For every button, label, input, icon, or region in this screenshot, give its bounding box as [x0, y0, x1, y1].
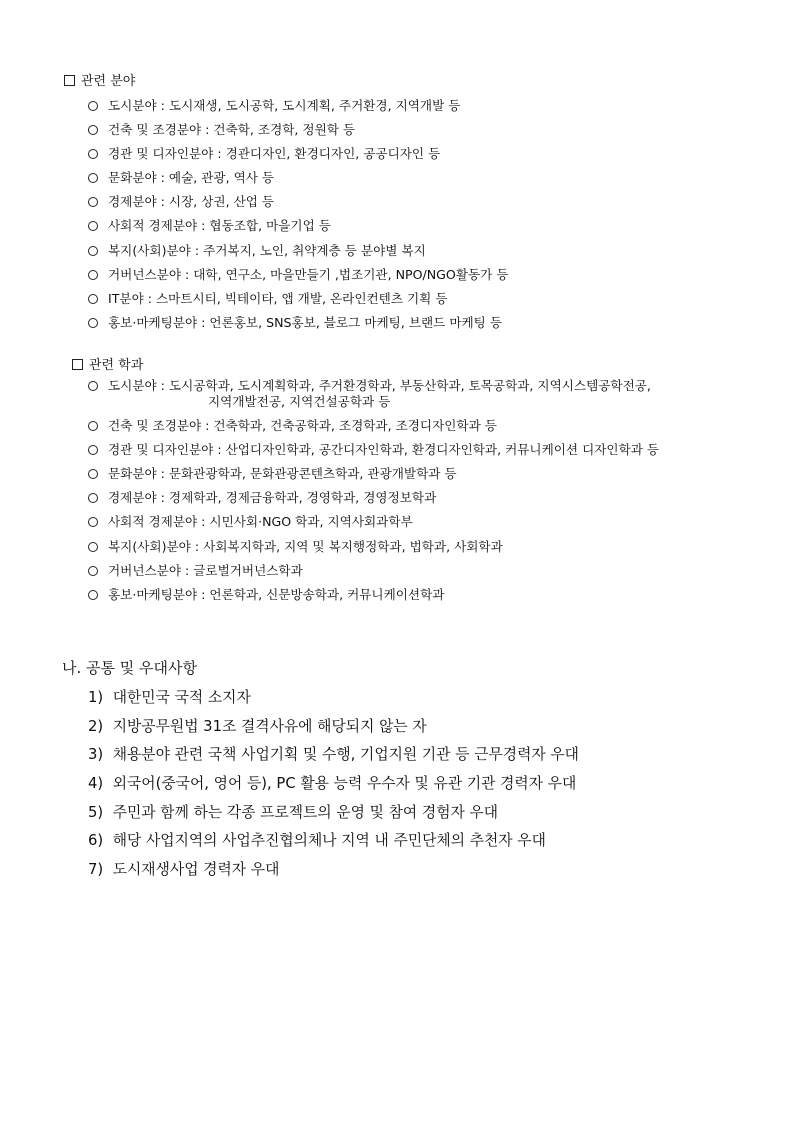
list-item [88, 291, 509, 307]
list-item [88, 442, 659, 458]
circle-bullet-icon [88, 270, 98, 280]
list-item-text: 경제분야 : 경제학과, 경제금융학과, 경영학과, 경영정보학과 [108, 490, 437, 506]
circle-bullet-icon [88, 590, 98, 600]
list-item-text: 홍보·마케팅분야 : 언론홍보, SNS홍보, 블로그 마케팅, 브랜드 마케팅 등 [108, 314, 502, 330]
list-item-text: 도시분야 : 도시공학과, 도시계획학과, 주거환경학과, 부동산학과, 토목공학과, 지역시스템공학전공, [108, 378, 651, 393]
list-item-text: 사회적 경제분야 : 시민사회·NGO 학과, 지역사회과학부 [108, 514, 413, 530]
list-item-text: 외국어(중국어, 영어 등), PC 활용 능력 우수자 및 유관 기관 경력자 우대 [112, 775, 577, 793]
checkbox-square-icon [72, 359, 83, 370]
list-item [88, 418, 659, 434]
list-item-text: 채용분야 관련 국책 사업기획 및 수행, 기업지원 기관 등 근무경력자 우대 [112, 746, 579, 764]
section-title-departments-text: 관련 학과 [89, 358, 144, 373]
list-item-text: 홍보·마케팅분야 : 언론학과, 신문방송학과, 커뮤니케이션학과 [108, 586, 445, 602]
circle-bullet-icon [88, 197, 98, 207]
circle-bullet-icon [88, 318, 98, 328]
list-item-text: 경관 및 디자인분야 : 산업디자인학과, 공간디자인학과, 환경디자인학과, 커뮤니케이션 디자인학과 등 [108, 442, 660, 458]
list-item-text: 거버넌스분야 : 대학, 연구소, 마을만들기 ,법조기관, NPO/NGO활동가 등 [108, 266, 509, 282]
circle-bullet-icon [88, 101, 98, 111]
circle-bullet-icon [88, 566, 98, 576]
circle-bullet-icon [88, 381, 98, 391]
list-item-text: 거버넌스분야 : 글로벌거버넌스학과 [108, 562, 303, 578]
list-item-number: 5) [88, 803, 104, 821]
list-item-text: 경제분야 : 시장, 상권, 산업 등 [108, 194, 275, 210]
list-item [88, 860, 579, 880]
departments-list [88, 378, 659, 611]
section-title-departments [72, 358, 143, 374]
circle-bullet-icon [88, 445, 98, 455]
list-item [88, 803, 579, 823]
circle-bullet-icon [88, 517, 98, 527]
list-item [88, 243, 509, 259]
list-item-text: 문화분야 : 예술, 관광, 역사 등 [108, 170, 275, 186]
list-item [88, 688, 579, 708]
list-item [88, 490, 659, 506]
list-item-continuation: 지역개발전공, 지역건설공학과 등 [208, 394, 391, 409]
list-item-text: IT분야 : 스마트시티, 빅테이타, 앱 개발, 온라인컨텐츠 기획 등 [108, 290, 448, 306]
list-item-text: 대한민국 국적 소지자 [112, 689, 251, 706]
list-item-number: 7) [88, 861, 104, 879]
section-title-fields [64, 74, 135, 90]
list-item [88, 563, 659, 579]
list-item [88, 587, 659, 603]
list-item [88, 170, 509, 186]
circle-bullet-icon [88, 173, 98, 183]
list-item-text: 건축 및 조경분야 : 건축학, 조경학, 정원학 등 [108, 122, 356, 138]
list-item [88, 774, 579, 794]
circle-bullet-icon [88, 469, 98, 479]
circle-bullet-icon [88, 493, 98, 503]
list-item-text: 문화분야 : 문화관광학과, 문화관광콘텐츠학과, 관광개발학과 등 [108, 466, 457, 482]
list-item [88, 98, 509, 114]
list-item-text: 지방공무원법 31조 결격사유에 해당되지 않는 자 [112, 717, 427, 735]
list-item-number: 3) [88, 746, 104, 764]
list-item [88, 514, 659, 530]
list-item-number: 4) [88, 775, 104, 793]
preferences-list [88, 688, 579, 889]
circle-bullet-icon [88, 149, 98, 159]
list-item [88, 717, 579, 737]
list-item [88, 146, 509, 162]
list-item-text: 경관 및 디자인분야 : 경관디자인, 환경디자인, 공공디자인 등 [108, 146, 441, 162]
list-item [88, 218, 509, 234]
list-item [88, 745, 579, 765]
list-item-text: 해당 사업지역의 사업추진협의체나 지역 내 주민단체의 추천자 우대 [112, 832, 546, 850]
list-item-number: 6) [88, 832, 104, 850]
circle-bullet-icon [88, 542, 98, 552]
list-item [88, 122, 509, 138]
list-item-number: 2) [88, 717, 104, 735]
list-item-text: 사회적 경제분야 : 협동조합, 마을기업 등 [108, 218, 331, 234]
list-item [88, 315, 509, 331]
preferences-heading: 나. 공통 및 우대사항 [62, 659, 197, 677]
list-item-text: 주민과 함께 하는 각종 프로젝트의 운영 및 참여 경험자 우대 [112, 803, 499, 821]
circle-bullet-icon [88, 421, 98, 431]
list-item [88, 466, 659, 482]
circle-bullet-icon [88, 221, 98, 231]
fields-list [88, 98, 509, 339]
circle-bullet-icon [88, 246, 98, 256]
list-item [88, 267, 509, 283]
list-item [88, 539, 659, 555]
list-item-number: 1) [88, 689, 104, 706]
checkbox-square-icon [64, 75, 75, 86]
list-item [88, 831, 579, 851]
list-item [88, 378, 659, 410]
list-item-text: 복지(사회)분야 : 주거복지, 노인, 취약계층 등 분야별 복지 [108, 242, 426, 258]
list-item-text: 도시분야 : 도시재생, 도시공학, 도시계획, 주거환경, 지역개발 등 [108, 98, 461, 113]
list-item-text: 도시재생사업 경력자 우대 [112, 861, 280, 879]
list-item-text: 복지(사회)분야 : 사회복지학과, 지역 및 복지행정학과, 법학과, 사회학과 [108, 538, 503, 554]
circle-bullet-icon [88, 294, 98, 304]
list-item-text: 건축 및 조경분야 : 건축학과, 건축공학과, 조경학과, 조경디자인학과 등 [108, 418, 497, 434]
list-item [88, 194, 509, 210]
circle-bullet-icon [88, 125, 98, 135]
section-title-fields-text: 관련 분야 [81, 74, 136, 89]
